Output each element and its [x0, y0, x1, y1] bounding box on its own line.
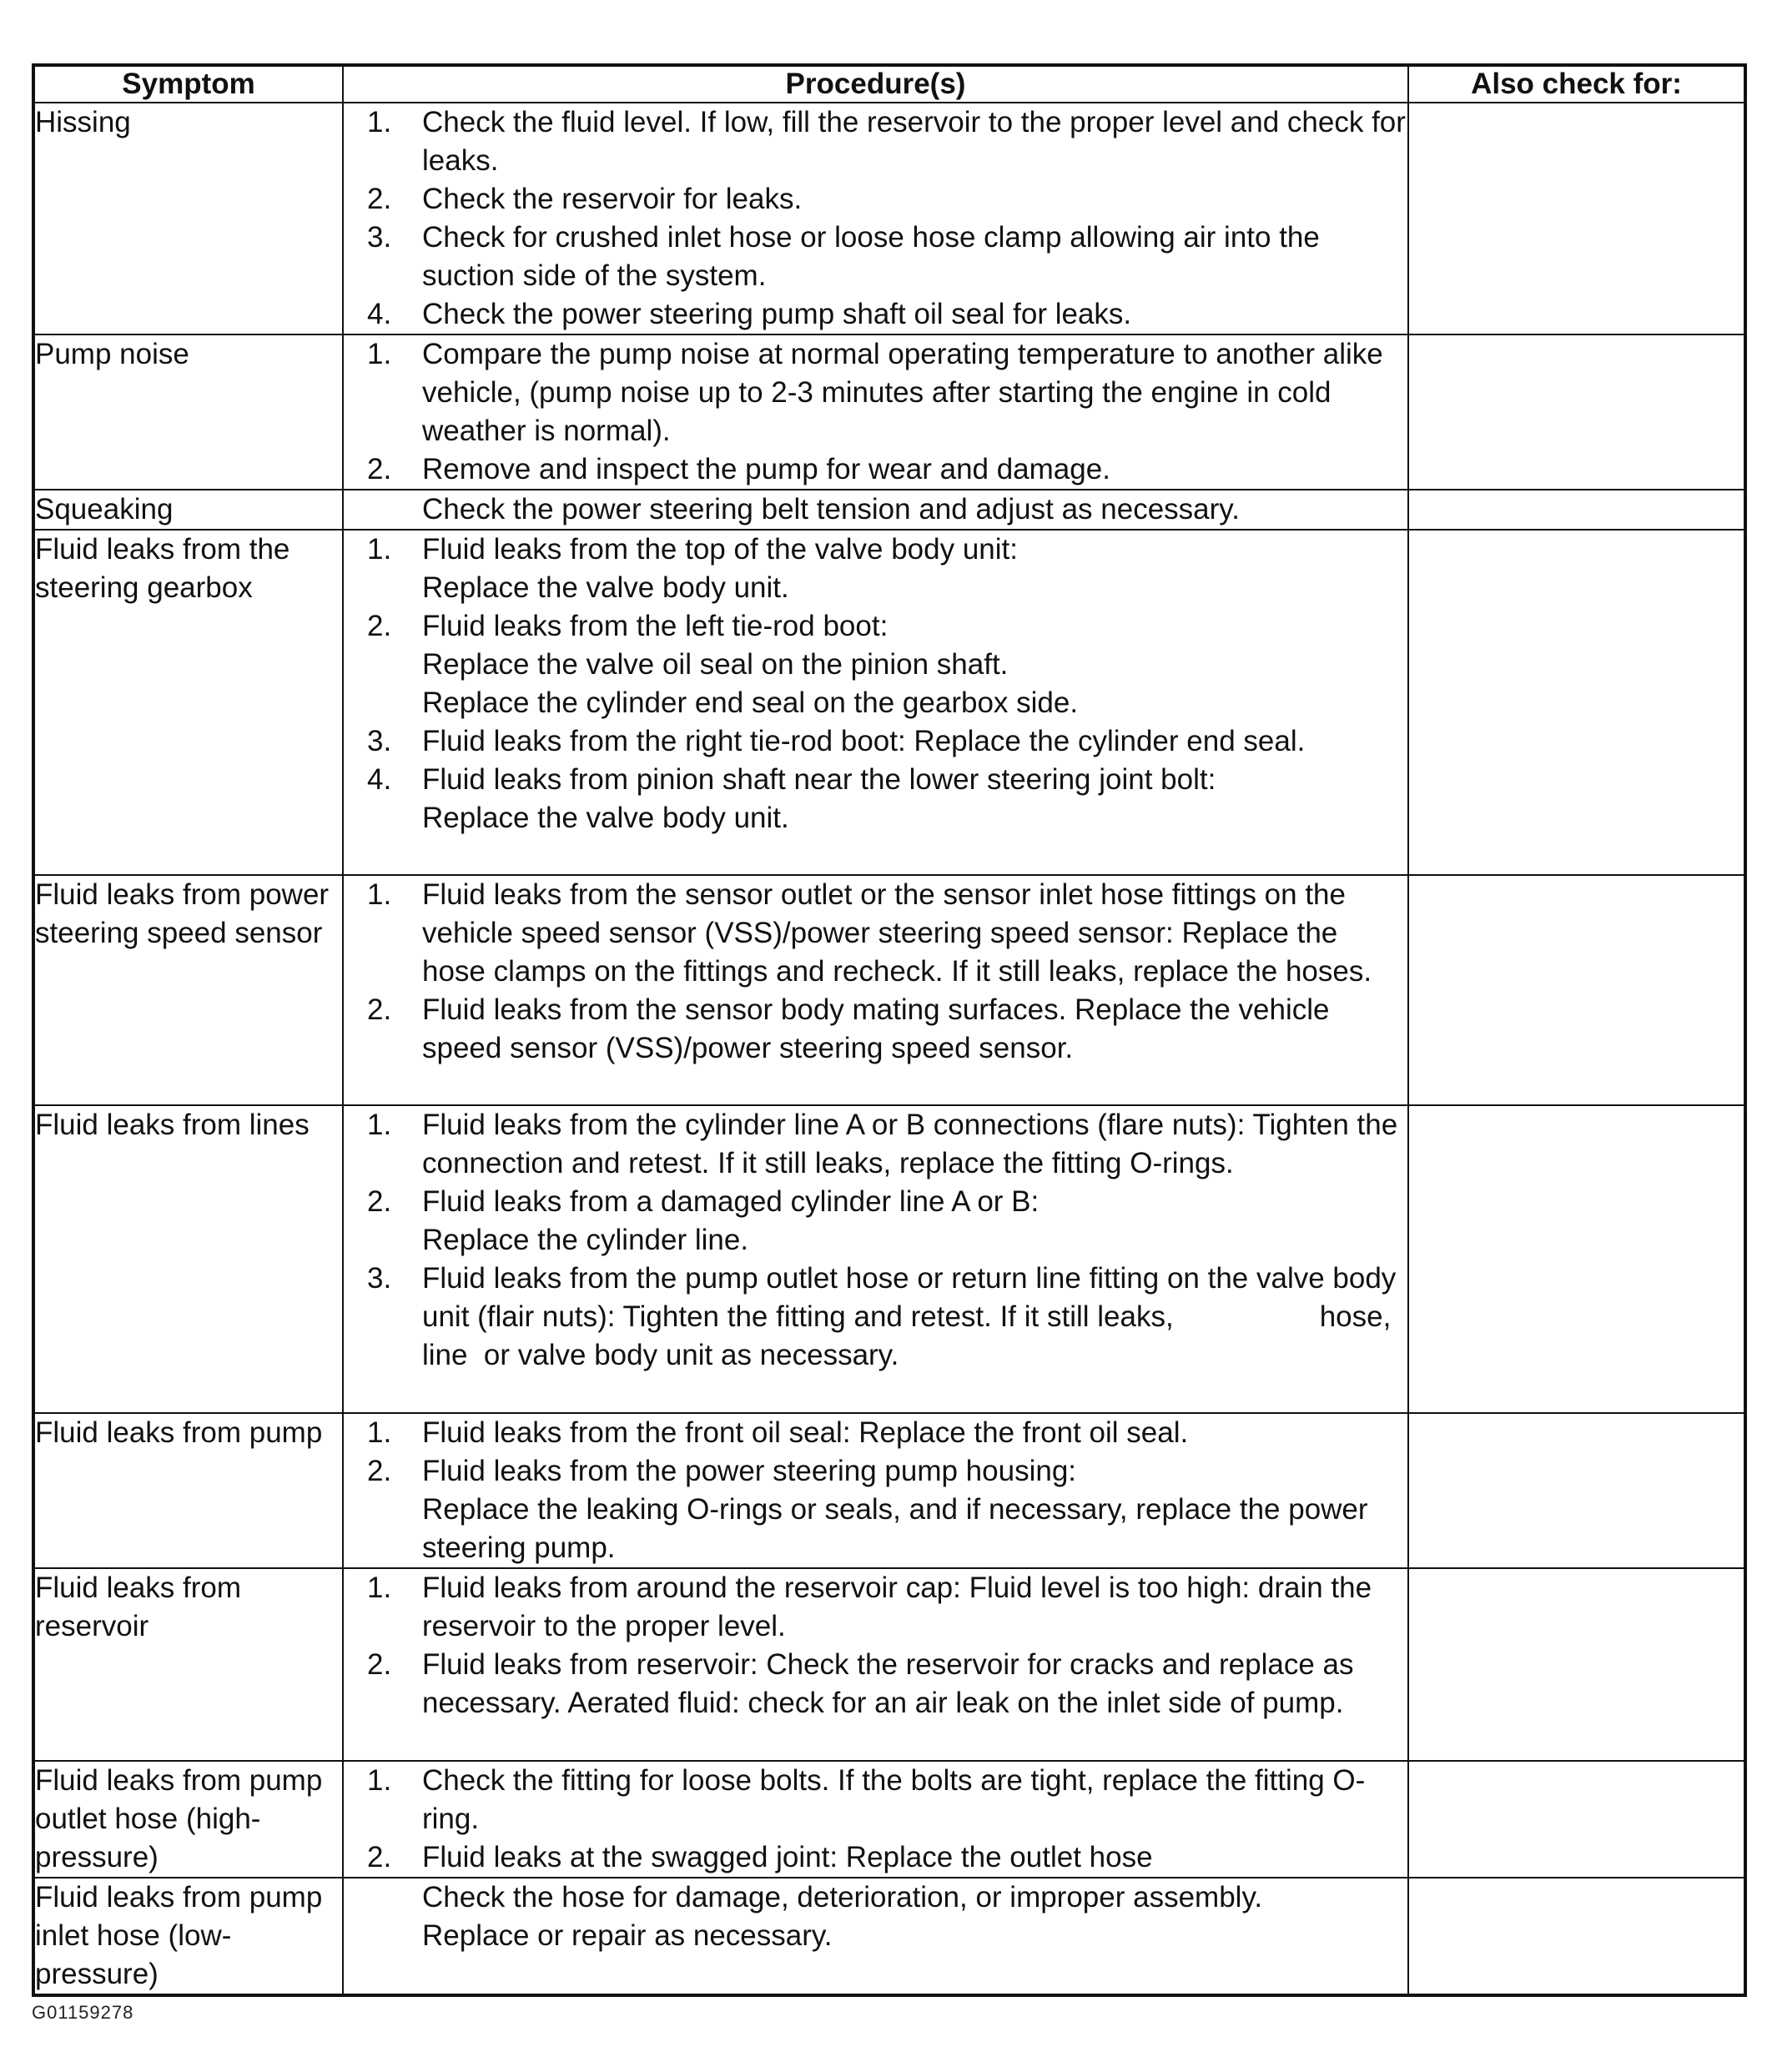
step-text: Fluid leaks from the front oil seal: Replace the front oil seal. — [422, 1416, 1189, 1449]
step-number: 2. — [367, 183, 392, 215]
procedure-step — [344, 490, 1407, 529]
procedure-step — [344, 335, 1407, 450]
procedure-step — [344, 607, 1407, 722]
step-text: Fluid leaks from the right tie-rod boot: Replace the cylinder end seal. — [422, 725, 1306, 757]
table-row — [33, 530, 1745, 875]
step-number: 1. — [367, 338, 392, 370]
step-text: Check for crushed inlet hose or loose hose clamp allowing air into the suction side of the system. — [422, 221, 1328, 292]
also-check-cell — [1408, 1878, 1745, 1995]
step-number: 2. — [367, 993, 392, 1026]
procedure-step — [344, 1106, 1407, 1183]
table-row — [33, 490, 1745, 530]
step-number: 2. — [367, 1648, 392, 1681]
procedure-cell — [343, 490, 1408, 530]
procedure-step — [344, 103, 1414, 180]
step-number: 2. — [367, 1455, 392, 1487]
step-text: Fluid leaks from the sensor outlet or the sensor inlet hose fittings on the vehicle speed sensor (VSS)/power steering speed sensor: Replace the hose clamps on the fittings and recheck. If it still leaks, replace the hoses. — [422, 878, 1372, 988]
table-row — [33, 1878, 1745, 1995]
table-row — [33, 1105, 1745, 1413]
procedure-step — [344, 1762, 1407, 1838]
step-number: 3. — [367, 1262, 392, 1295]
procedure-step — [344, 1414, 1407, 1452]
step-text: Remove and inspect the pump for wear and damage. — [422, 453, 1110, 485]
procedure-step — [344, 1878, 1407, 1955]
step-number: 4. — [367, 763, 392, 796]
symptom-cell: Fluid leaks from pump — [33, 1413, 343, 1568]
step-text: Check the power steering belt tension and adjust as necessary. — [422, 493, 1240, 526]
procedure-step — [344, 876, 1407, 991]
procedure-cell — [343, 103, 1414, 334]
step-number: 1. — [367, 1764, 392, 1797]
also-check-cell — [1408, 1761, 1745, 1878]
step-text: Fluid leaks from the sensor body mating surfaces. Replace the vehicle speed sensor (VSS)/power steering speed sensor. — [422, 993, 1338, 1064]
also-check-cell — [1408, 103, 1745, 334]
also-check-cell — [1408, 334, 1745, 490]
also-check-cell — [1408, 875, 1745, 1105]
step-number: 1. — [367, 1109, 392, 1141]
symptom-cell: Fluid leaks from lines — [33, 1105, 343, 1413]
table-row — [33, 334, 1745, 490]
step-text: Check the fitting for loose bolts. If the bolts are tight, replace the fitting O-ring. — [422, 1764, 1366, 1835]
step-text: Fluid leaks from pinion shaft near the lower steering joint bolt: Replace the valve body unit. — [422, 763, 1216, 834]
symptom-header: Symptom — [33, 65, 343, 103]
procedure-cell — [343, 1878, 1408, 1995]
also-check-cell — [1408, 530, 1745, 875]
procedure-cell — [343, 530, 1408, 875]
step-number: 2. — [367, 453, 392, 485]
also-check-header: Also check for: — [1408, 65, 1745, 103]
step-text: Fluid leaks from the cylinder line A or B connections (flare nuts): Tighten the connection and retest. If it still leaks, replace the fitting O-rings. — [422, 1109, 1406, 1179]
table-row — [33, 875, 1745, 1105]
step-number: 2. — [367, 1841, 392, 1873]
also-check-cell — [1408, 1413, 1745, 1568]
procedure-step — [344, 1838, 1407, 1877]
procedure-cell — [343, 1105, 1408, 1413]
symptom-cell: Fluid leaks from pump inlet hose (low-pressure) — [33, 1878, 343, 1995]
symptom-cell: Fluid leaks from pump outlet hose (high-pressure) — [33, 1761, 343, 1878]
diagnosis-table — [32, 63, 1747, 1997]
step-number — [344, 1878, 422, 1955]
step-number: 2. — [367, 610, 392, 642]
also-check-cell — [1408, 1568, 1745, 1761]
step-number: 4. — [367, 298, 392, 330]
step-text: Check the fluid level. If low, fill the reservoir to the proper level and check for leaks. — [422, 106, 1414, 177]
procedure-step — [344, 180, 1407, 219]
step-text: Fluid leaks from the power steering pump housing: Replace the leaking O-rings or seals, and if necessary, replace the power steering pump. — [422, 1455, 1368, 1564]
step-text: Compare the pump noise at normal operating temperature to another alike vehicle, (pump noise up to 2-3 minutes after starting the engine in cold weather is normal). — [422, 338, 1392, 447]
procedure-step — [344, 295, 1407, 334]
step-text: Fluid leaks from around the reservoir cap: Fluid level is too high: drain the reservoir to the proper level. — [422, 1572, 1380, 1642]
step-text: Fluid leaks at the swagged joint: Replace the outlet hose — [422, 1841, 1153, 1873]
procedure-step — [344, 219, 1407, 295]
procedure-header: Procedure(s) — [343, 65, 1408, 103]
step-text: Check the reservoir for leaks. — [422, 183, 803, 215]
table-row — [33, 1568, 1745, 1761]
procedure-step — [344, 450, 1407, 489]
procedure-cell — [343, 1568, 1408, 1761]
also-check-cell — [1408, 1105, 1745, 1413]
procedure-step — [344, 722, 1407, 761]
step-number: 3. — [367, 725, 392, 757]
table-row — [33, 1761, 1745, 1878]
step-number: 3. — [367, 221, 392, 254]
step-number: 1. — [367, 1572, 392, 1604]
step-number: 2. — [367, 1185, 392, 1218]
figure-code: G01159278 — [32, 2002, 134, 2023]
procedure-step — [344, 1646, 1407, 1722]
table-row — [33, 103, 1745, 334]
procedure-cell — [343, 875, 1408, 1105]
step-number: 1. — [367, 1416, 392, 1449]
step-number — [344, 490, 422, 529]
step-number: 1. — [367, 878, 392, 911]
also-check-cell — [1408, 490, 1745, 530]
procedure-step — [344, 761, 1407, 837]
step-number: 1. — [367, 106, 392, 138]
step-number: 1. — [367, 533, 392, 566]
procedure-cell — [343, 1413, 1408, 1568]
procedure-step — [344, 531, 1407, 607]
step-text: Check the power steering pump shaft oil seal for leaks. — [422, 298, 1132, 330]
symptom-cell: Hissing — [33, 103, 343, 334]
step-text: Fluid leaks from reservoir: Check the reservoir for cracks and replace as necessary. Aerated fluid: check for an air leak on the inlet side of pump. — [422, 1648, 1362, 1719]
step-text: Fluid leaks from the pump outlet hose or return line fitting on the valve body unit (flair nuts): Tighten the fitting and retest. If it still leaks, hose, line or valve body unit as necessary. — [422, 1262, 1405, 1371]
symptom-cell: Fluid leaks from power steering speed sensor — [33, 875, 343, 1105]
symptom-cell: Pump noise — [33, 334, 343, 490]
symptom-cell: Fluid leaks from the steering gearbox — [33, 530, 343, 875]
step-text: Fluid leaks from a damaged cylinder line A or B: Replace the cylinder line. — [422, 1185, 1040, 1256]
table-row — [33, 1413, 1745, 1568]
procedure-step — [344, 1569, 1407, 1646]
step-text: Check the hose for damage, deterioration, or improper assembly. Replace or repair as necessary. — [422, 1881, 1263, 1952]
symptom-cell: Fluid leaks from reservoir — [33, 1568, 343, 1761]
symptom-cell: Squeaking — [33, 490, 343, 530]
procedure-step — [344, 991, 1407, 1068]
procedure-step — [344, 1183, 1407, 1260]
procedure-step — [344, 1260, 1407, 1375]
procedure-cell — [343, 1761, 1408, 1878]
procedure-step — [344, 1452, 1407, 1567]
step-text: Fluid leaks from the top of the valve body unit: Replace the valve body unit. — [422, 533, 1018, 604]
procedure-cell — [343, 334, 1408, 490]
step-text: Fluid leaks from the left tie-rod boot: Replace the valve oil seal on the pinion shaft. Replace the cylinder end seal on the gearbox side. — [422, 610, 1079, 719]
header-row — [33, 65, 1745, 103]
